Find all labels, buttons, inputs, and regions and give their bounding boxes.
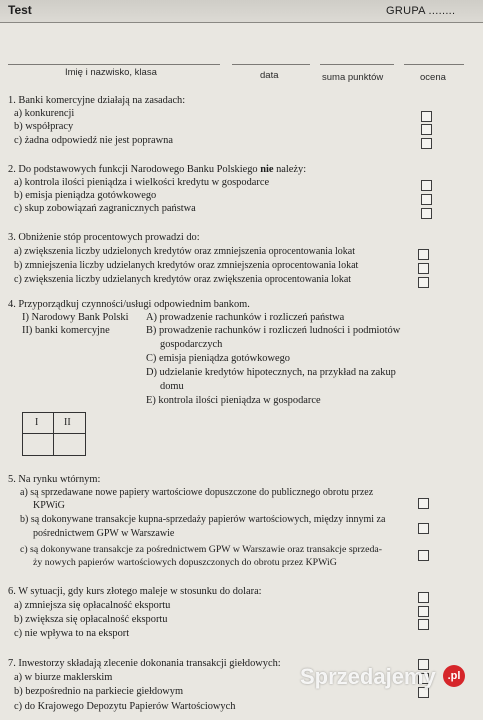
- q5-option-c-cont: ży nowych papierów wartościowych dopuszczonych do obrotu przez KPWiG: [33, 557, 337, 568]
- service-b-cont: gospodarczych: [160, 339, 223, 350]
- question-2: 2. Do podstawowych funkcji Narodowego Banku Polskiego nie należy:: [8, 164, 307, 175]
- q2-option-b: b) emisja pieniądza gotówkowego: [14, 190, 157, 201]
- q3-checkbox-c[interactable]: [418, 277, 429, 288]
- q5-option-b-cont: pośrednictwem GPW w Warszawie: [33, 528, 175, 539]
- answer-grid[interactable]: [22, 412, 86, 456]
- q6-checkbox-a[interactable]: [418, 592, 429, 603]
- grid-header-ii: II: [64, 417, 71, 428]
- q1-checkbox-a[interactable]: [421, 111, 432, 122]
- question-4: 4. Przyporządkuj czynności/usługi odpowiednim bankom.: [8, 299, 250, 310]
- q1-checkbox-c[interactable]: [421, 138, 432, 149]
- date-field-line[interactable]: [232, 64, 310, 65]
- question-6: 6. W sytuacji, gdy kurs złotego maleje w stosunku do dolara:: [8, 586, 262, 597]
- q2-checkbox-c[interactable]: [421, 208, 432, 219]
- bank-nbp: I) Narodowy Bank Polski: [22, 312, 129, 323]
- q6-checkbox-b[interactable]: [418, 606, 429, 617]
- q2-option-c: c) skup zobowiązań zagranicznych państwa: [14, 203, 196, 214]
- header-bar: [0, 0, 483, 23]
- bank-commercial: II) banki komercyjne: [22, 325, 110, 336]
- q1-checkbox-b[interactable]: [421, 124, 432, 135]
- q6-checkbox-c[interactable]: [418, 619, 429, 630]
- q3-option-c: c) zwiększenia liczby udzielanych kredytów oraz zwiększenia oprocentowania lokat: [14, 274, 352, 285]
- q2-checkbox-a[interactable]: [421, 180, 432, 191]
- q6-option-c: c) nie wpływa to na eksport: [14, 628, 130, 639]
- q5-checkbox-c[interactable]: [418, 550, 429, 561]
- grade-field-line[interactable]: [404, 64, 464, 65]
- q7-option-c: c) do Krajowego Depozytu Papierów Wartościowych: [14, 701, 236, 712]
- date-field-label: data: [260, 70, 279, 81]
- q7-option-a: a) w biurze maklerskim: [14, 672, 113, 683]
- watermark-text: Sprzedajemy: [300, 664, 436, 689]
- watermark-badge: .pl: [443, 665, 465, 687]
- points-field-label: suma punktów: [322, 72, 384, 83]
- name-field-line[interactable]: [8, 64, 220, 65]
- points-field-line[interactable]: [320, 64, 394, 65]
- q1-option-a: a) konkurencji: [14, 108, 75, 119]
- q3-checkbox-b[interactable]: [418, 263, 429, 274]
- q7-option-b: b) bezpośrednio na parkiecie giełdowym: [14, 686, 184, 697]
- question-5: 5. Na rynku wtórnym:: [8, 474, 101, 485]
- service-c: C) emisja pieniądza gotówkowego: [146, 353, 290, 364]
- test-title: Test: [8, 3, 32, 17]
- q1-option-c: c) żadna odpowiedź nie jest poprawna: [14, 135, 173, 146]
- q3-option-a: a) zwiększenia liczby udzielonych kredytów oraz zmniejszenia oprocentowania lokat: [14, 246, 355, 257]
- question-1: 1. Banki komercyjne działają na zasadach:: [8, 95, 186, 106]
- q3-option-b: b) zmniejszenia liczby udzielanych kredytów oraz zmniejszenia oprocentowania lokat: [14, 260, 359, 271]
- grade-field-label: ocena: [420, 72, 446, 83]
- q6-option-a: a) zmniejsza się opłacalność eksportu: [14, 600, 171, 611]
- q1-option-b: b) współpracy: [14, 121, 74, 132]
- service-d-cont: domu: [160, 381, 184, 392]
- service-a: A) prowadzenie rachunków i rozliczeń państwa: [146, 312, 345, 323]
- name-field-label: Imię i nazwisko, klasa: [65, 67, 157, 78]
- service-d: D) udzielanie kredytów hipotecznych, na przykład na zakup: [146, 367, 396, 378]
- q3-checkbox-a[interactable]: [418, 249, 429, 260]
- group-label: GRUPA ........: [386, 5, 456, 17]
- q5-option-a-cont: KPWiG: [33, 500, 65, 511]
- q5-option-a: a) są sprzedawane nowe papiery wartościowe dopuszczone do publicznego obrotu przez: [20, 487, 374, 498]
- service-e: E) kontrola ilości pieniądza w gospodarce: [146, 395, 321, 406]
- question-7: 7. Inwestorzy składają zlecenie dokonania transakcji giełdowych:: [8, 658, 281, 669]
- grid-header-i: I: [35, 417, 39, 428]
- question-3: 3. Obniżenie stóp procentowych prowadzi do:: [8, 232, 200, 243]
- q6-option-b: b) zwiększa się opłacalność eksportu: [14, 614, 168, 625]
- q2-option-a: a) kontrola ilości pieniądza i wielkości kredytu w gospodarce: [14, 177, 270, 188]
- q5-option-b: b) są dokonywane transakcje kupna-sprzedaży papierów wartościowych, między innymi za: [20, 514, 386, 525]
- service-b: B) prowadzenie rachunków i rozliczeń ludności i podmiotów: [146, 325, 401, 336]
- q5-checkbox-b[interactable]: [418, 523, 429, 534]
- q2-checkbox-b[interactable]: [421, 194, 432, 205]
- q5-option-c: c) są dokonywane transakcje za pośrednictwem GPW w Warszawie oraz transakcje sprzeda-: [20, 544, 382, 555]
- q5-checkbox-a[interactable]: [418, 498, 429, 509]
